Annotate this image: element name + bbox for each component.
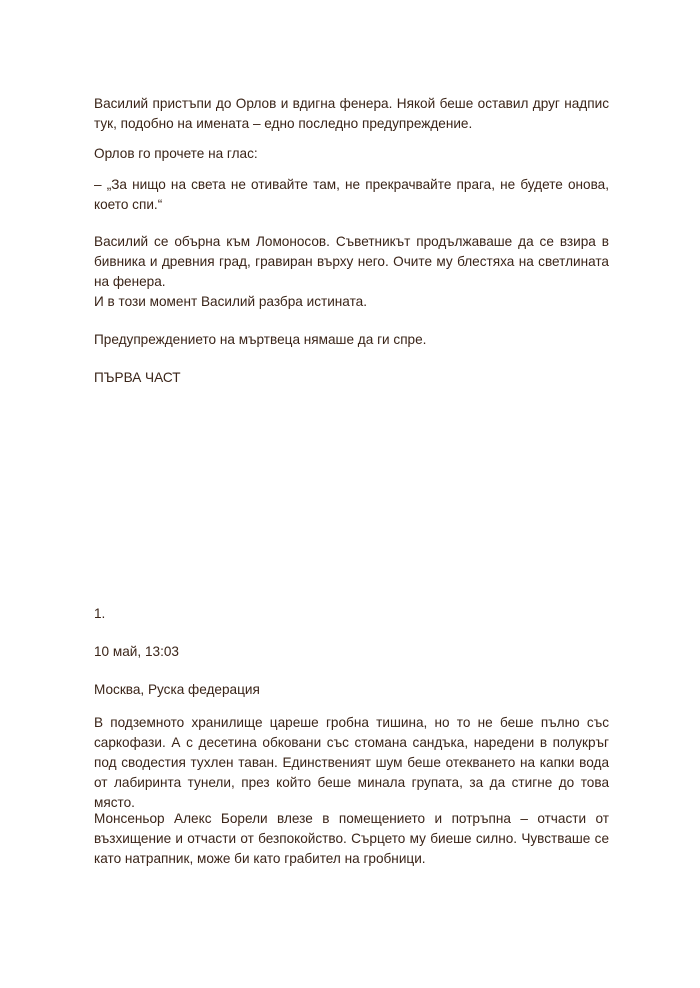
paragraph-lomonosov: Василий се обърна към Ломоносов. Съветникът продължаваше да се взира в бивника и древния град, гравиран върху него. Очите му блестяха на светлината на фенера. — [94, 234, 609, 289]
paragraph-truth: И в този момент Василий разбра истината. — [94, 294, 367, 309]
chapter-location: Москва, Руска федерация — [94, 682, 260, 697]
chapter-date: 10 май, 13:03 — [94, 644, 179, 659]
paragraph-warning-quote: – „За нищо на света не отивайте там, не прекрачвайте прага, не будете онова, което спи.“ — [94, 177, 609, 212]
paragraph-dead-man-warning: Предупреждението на мъртвеца нямаше да ги спре. — [94, 332, 427, 347]
part-heading: ПЪРВА ЧАСТ — [94, 370, 181, 385]
paragraph-orlov-reads: Орлов го прочете на глас: — [94, 146, 258, 161]
chapter-paragraph-vault: В подземното хранилище цареше гробна тишина, но то не беше пълно със саркофази. А с десетина обковани със стомана сандъка, наредени в полукръг под сводестия тухлен таван. Единственият шум беше отекването на капки вода от лабиринта тунели, през който беше минала групата, за да стигне до това място. — [94, 715, 609, 810]
chapter-number: 1. — [94, 606, 106, 621]
paragraph-lantern: Василий пристъпи до Орлов и вдигна фенера. Някой беше оставил друг надпис тук, подобно на имената – едно последно предупреждение. — [94, 96, 609, 131]
chapter-paragraph-borelli: Монсеньор Алекс Борели влезе в помещението и потръпна – отчасти от възхищение и отчасти от безпокойство. Сърцето му биеше силно. Чувстваше се като натрапник, може би като грабител на гробници. — [94, 811, 609, 866]
